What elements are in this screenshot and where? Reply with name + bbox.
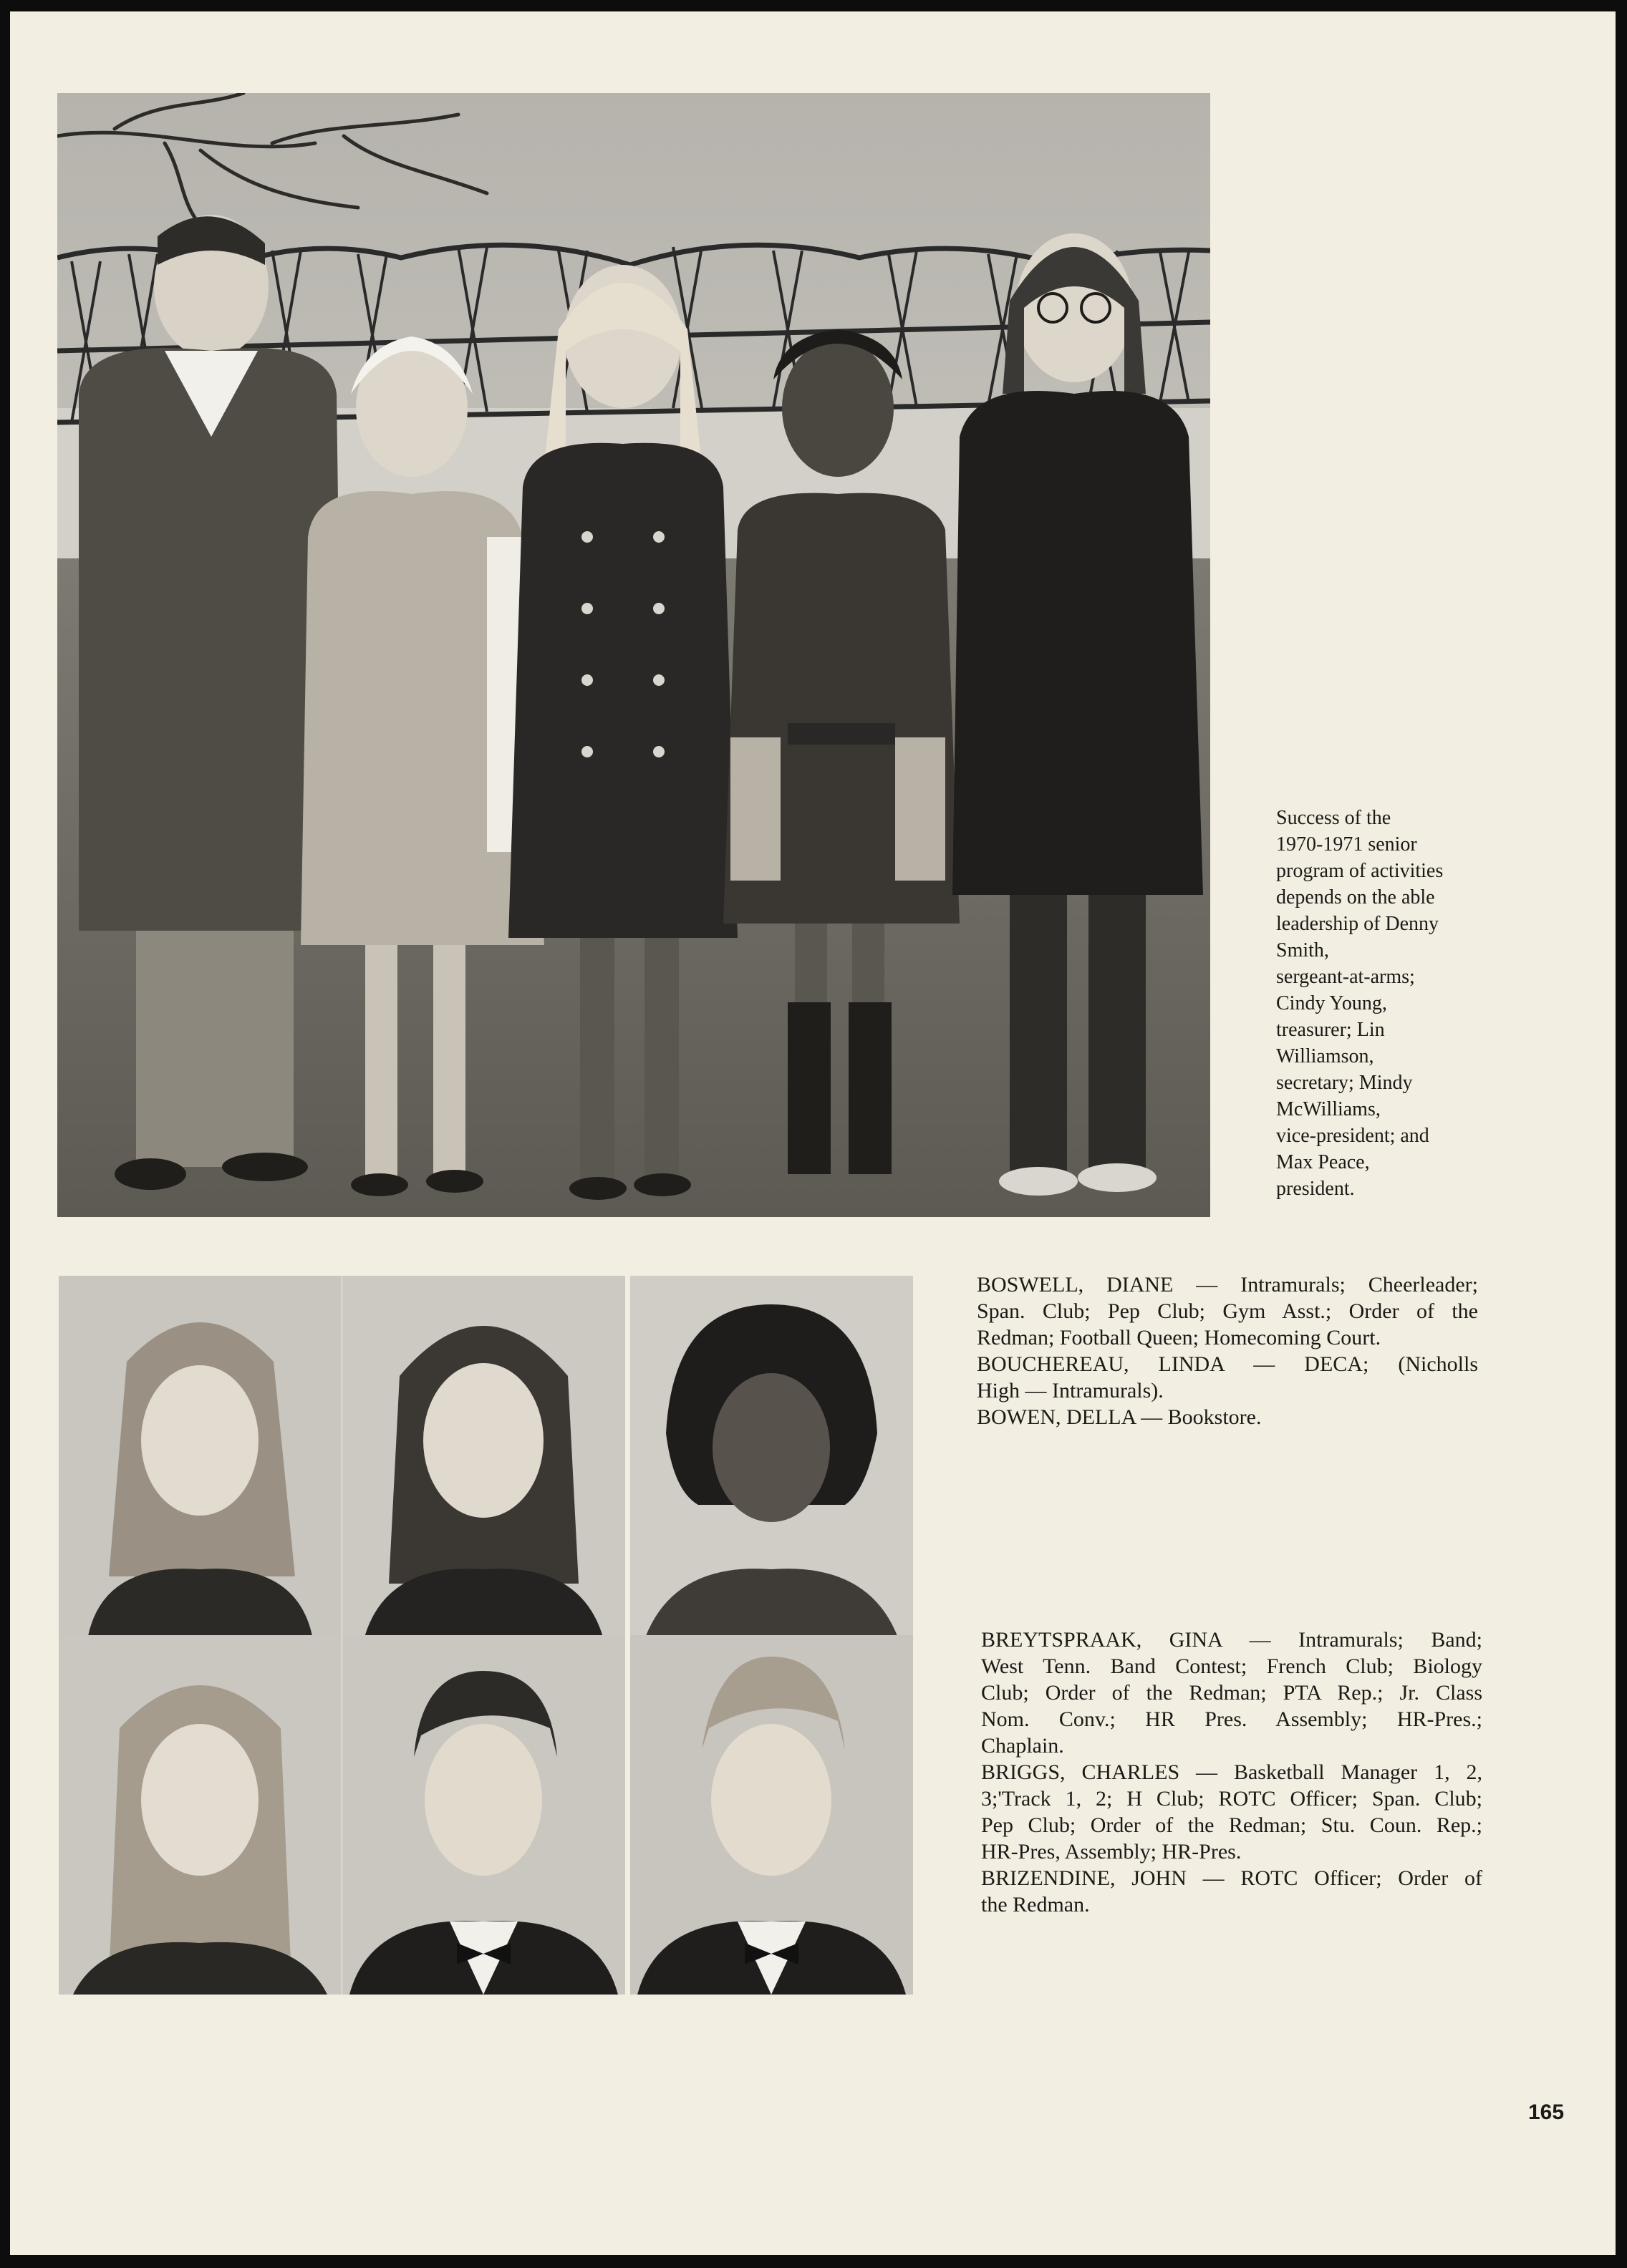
- caption-line: depends on the able: [1276, 886, 1435, 908]
- caption-line: vice-president; and: [1276, 1125, 1429, 1147]
- portrait-photo: [59, 1276, 342, 1639]
- entry-line: BREYTSPRAAK, GINA — Intramurals; Band;: [981, 1628, 1482, 1652]
- entry-line: Nom. Conv.; HR Pres. Assembly; HR-Pres.;: [981, 1707, 1482, 1731]
- entry-line: BOUCHEREAU, LINDA — DECA; (Nicholls: [977, 1352, 1478, 1376]
- entry-line: Span. Club; Pep Club; Gym Asst.; Order of the: [977, 1299, 1478, 1323]
- caption-line: 1970-1971 senior: [1276, 833, 1417, 856]
- entry-line: HR-Pres, Assembly; HR-Pres.: [981, 1840, 1242, 1864]
- entry-line: Redman; Football Queen; Homecoming Court.: [977, 1326, 1381, 1349]
- entry-line: BRIGGS, CHARLES — Basketball Manager 1, 2,: [981, 1760, 1482, 1784]
- caption-line: McWilliams,: [1276, 1098, 1381, 1120]
- entry-line: High — Intramurals).: [977, 1379, 1164, 1402]
- caption-line: leadership of Denny: [1276, 913, 1439, 935]
- portrait-photo: [342, 1276, 625, 1639]
- entry-line: Chaplain.: [981, 1734, 1064, 1758]
- entry-line: BRIZENDINE, JOHN — ROTC Officer; Order of: [981, 1866, 1482, 1890]
- caption-line: president.: [1276, 1178, 1355, 1200]
- entry-line: BOWEN, DELLA — Bookstore.: [977, 1405, 1262, 1429]
- portrait-photo: [630, 1635, 913, 1995]
- entry-line: BOSWELL, DIANE — Intramurals; Cheerleader;: [977, 1273, 1478, 1297]
- caption-line: Success of the: [1276, 807, 1391, 829]
- caption-line: secretary; Mindy: [1276, 1072, 1413, 1094]
- senior-entries-top: [977, 1271, 1478, 1430]
- caption-line: sergeant-at-arms;: [1276, 966, 1415, 988]
- senior-entries-bottom: [981, 1627, 1482, 1918]
- entry-line: West Tenn. Band Contest; French Club; Biology: [981, 1654, 1482, 1678]
- entry-line: Pep Club; Order of the Redman; Stu. Coun. Rep.;: [981, 1813, 1482, 1837]
- page-number: 165: [1528, 2100, 1565, 2124]
- entry-line: the Redman.: [981, 1893, 1090, 1916]
- yearbook-page: [10, 11, 1616, 2255]
- entry-line: 3;'Track 1, 2; H Club; ROTC Officer; Span. Club;: [981, 1787, 1482, 1811]
- caption-line: treasurer; Lin: [1276, 1019, 1385, 1041]
- portrait-photo: [630, 1276, 913, 1639]
- group-photo-senior-officers: [57, 93, 1210, 1217]
- group-photo-caption: [1276, 805, 1491, 1202]
- portrait-photo: [59, 1635, 342, 1995]
- caption-line: Williamson,: [1276, 1045, 1374, 1067]
- caption-line: Smith,: [1276, 939, 1329, 961]
- portrait-photo: [342, 1635, 625, 1995]
- caption-line: Cindy Young,: [1276, 992, 1387, 1014]
- caption-line: Max Peace,: [1276, 1151, 1370, 1173]
- caption-line: program of activities: [1276, 860, 1444, 882]
- entry-line: Club; Order of the Redman; PTA Rep.; Jr. Class: [981, 1681, 1482, 1705]
